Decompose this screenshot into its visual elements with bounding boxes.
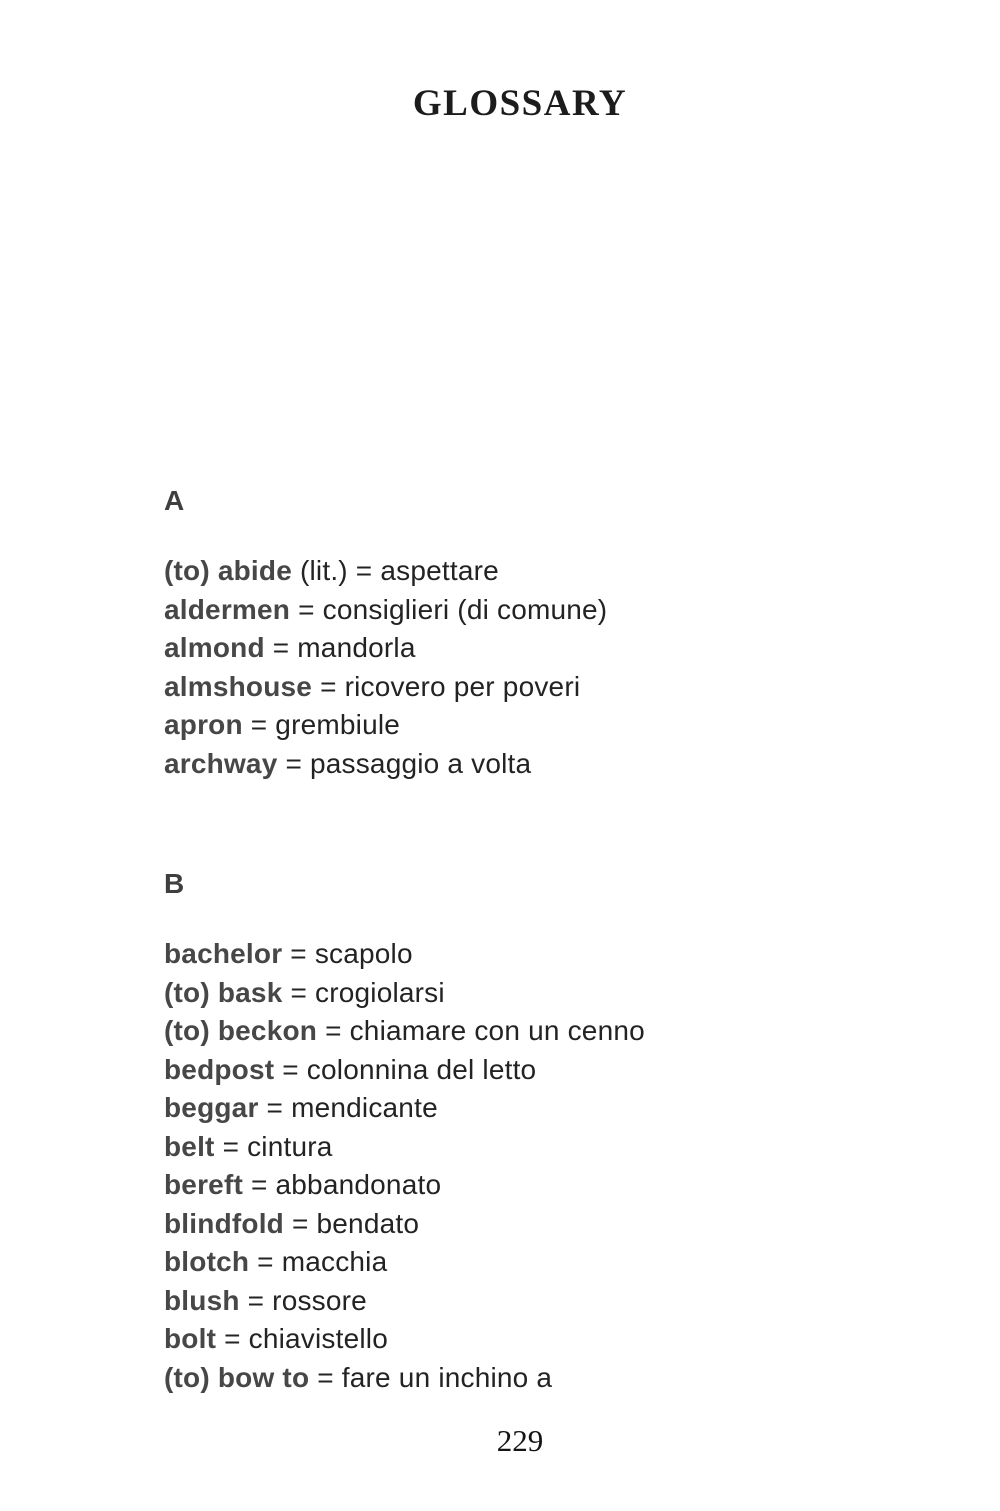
glossary-entry — [164, 1205, 864, 1244]
glossary-entry — [164, 1166, 864, 1205]
entry-term: bolt — [164, 1323, 217, 1354]
entry-definition: = fare un inchino a — [317, 1361, 553, 1393]
entry-term: blush — [164, 1284, 240, 1316]
entry-term: blotch — [164, 1246, 250, 1277]
glossary-entry — [164, 591, 864, 630]
entry-term: bedpost — [164, 1053, 275, 1085]
section-letter: B — [164, 868, 185, 899]
entry-term: (to) bow to — [164, 1361, 310, 1393]
glossary-entry — [164, 1282, 864, 1321]
entry-definition: = chiamare con un cenno — [325, 1015, 645, 1046]
entry-term: bachelor — [164, 938, 283, 969]
glossary-entry — [164, 1320, 864, 1359]
entry-definition: = grembiule — [250, 709, 401, 740]
entry-term: bereft — [164, 1169, 243, 1200]
entry-term: apron — [164, 709, 243, 740]
entry-term: (to) beckon — [164, 1015, 318, 1046]
entry-definition: = chiavistello — [224, 1323, 388, 1354]
glossary-entry — [164, 668, 864, 707]
entry-definition: = abbandonato — [250, 1169, 442, 1200]
entry-definition: = rossore — [247, 1284, 367, 1316]
section-letter: A — [164, 485, 185, 516]
entry-definition: (lit.) = aspettare — [299, 555, 499, 586]
entry-term: archway — [164, 747, 278, 779]
entry-definition: = ricovero per poveri — [320, 670, 581, 702]
entry-definition: = crogiolarsi — [290, 976, 445, 1008]
entry-list — [164, 552, 864, 783]
entry-term: aldermen — [164, 593, 291, 625]
page-title: GLOSSARY — [412, 83, 628, 124]
glossary-entry — [164, 974, 864, 1013]
entry-definition: = passaggio a volta — [285, 747, 532, 779]
entry-term: almshouse — [164, 670, 313, 702]
glossary-entry — [164, 1359, 864, 1398]
glossary-entry — [164, 629, 864, 668]
entry-term: belt — [164, 1130, 215, 1162]
glossary-section-a — [164, 486, 864, 783]
entry-term: almond — [164, 632, 265, 663]
glossary-section-b — [164, 869, 864, 1397]
entry-definition: = macchia — [257, 1246, 388, 1277]
glossary-entry — [164, 552, 864, 591]
glossary-entry — [164, 1128, 864, 1167]
entry-definition: = bendato — [291, 1207, 420, 1239]
glossary-entry — [164, 1089, 864, 1128]
entry-definition: = cintura — [222, 1130, 333, 1162]
entry-definition: = consiglieri (di comune) — [298, 593, 608, 625]
page-number: 229 — [496, 1423, 544, 1458]
entry-definition: = mandorla — [272, 632, 416, 663]
glossary-entry — [164, 745, 864, 784]
entry-definition: = colonnina del letto — [282, 1053, 537, 1085]
glossary-entry — [164, 1243, 864, 1282]
entry-definition: = mendicante — [266, 1092, 438, 1123]
glossary-entry — [164, 706, 864, 745]
entry-term: blindfold — [164, 1207, 284, 1239]
entry-list — [164, 935, 864, 1397]
entry-definition: = scapolo — [290, 938, 413, 969]
entry-term: (to) abide — [164, 555, 292, 586]
entry-term: (to) bask — [164, 976, 283, 1008]
glossary-entry — [164, 1012, 864, 1051]
glossary-entry — [164, 1051, 864, 1090]
glossary-entry — [164, 935, 864, 974]
entry-term: beggar — [164, 1092, 259, 1123]
